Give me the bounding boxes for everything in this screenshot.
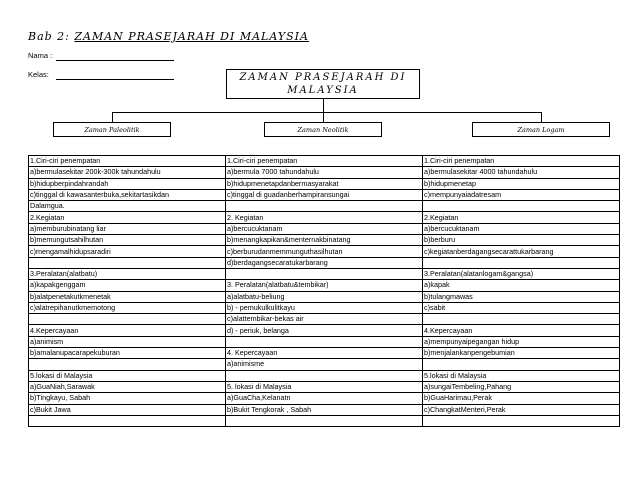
table-cell: b)menjalankanpengebumian (423, 348, 620, 359)
table-row (29, 280, 620, 291)
table-row (29, 415, 620, 426)
table-cell: a)alatbatu-beliung (226, 291, 423, 302)
branch-box-neolitik: Zaman Neolitik (264, 122, 382, 137)
table-row (29, 314, 620, 325)
table-cell: b)hidupmenetap (423, 178, 620, 189)
table-row (29, 156, 620, 167)
table-row (29, 189, 620, 200)
table-cell (423, 314, 620, 325)
table-row (29, 348, 620, 359)
table-row (29, 223, 620, 234)
table-cell (423, 415, 620, 426)
table-cell: a)GuaCha,Kelanatn (226, 393, 423, 404)
table-cell: 2. Kegiatan (226, 212, 423, 223)
table-cell: a)memburubinatang liar (29, 223, 226, 234)
page-heading (28, 30, 309, 43)
table-cell: b)Tingkayu, Sabah (29, 393, 226, 404)
table-row (29, 393, 620, 404)
table-cell: b)alatpenetakutkmenetak (29, 291, 226, 302)
table-cell: Dalamgua. (29, 201, 226, 212)
table-cell: 4. Kepercayaan (226, 348, 423, 359)
connector-main (323, 99, 324, 112)
table-cell (423, 359, 620, 370)
table-row (29, 381, 620, 392)
table-cell: c)berburudanmemmunguthasilhutan (226, 246, 423, 257)
table-cell: 5.lokasi di Malaysia (29, 370, 226, 381)
table-cell: a)kapakgenggam (29, 280, 226, 291)
table-cell: a)sungaiTembeling,Pahang (423, 381, 620, 392)
table-cell (423, 257, 620, 268)
table-cell: c)tinggal di guadanberhampiransungai (226, 189, 423, 200)
table-cell: c)kegiatanberdagangsecarattukarbarang (423, 246, 620, 257)
table-cell (29, 359, 226, 370)
table-row (29, 291, 620, 302)
table-cell: b)Bukit Tengkorak , Sabah (226, 404, 423, 415)
table-cell: c)alatrepihanutkmemotong (29, 302, 226, 313)
table-cell: c)ChangkatMenteri,Perak (423, 404, 620, 415)
connector-left (112, 112, 113, 122)
table-cell: 2.Kegiatan (29, 212, 226, 223)
table-cell (29, 415, 226, 426)
table-cell: 4.Kepercayaan (29, 325, 226, 336)
table-cell: b)hidupberpindahrandah (29, 178, 226, 189)
table-cell: a)bermulasekitar 4000 tahundahulu (423, 167, 620, 178)
table-cell (226, 201, 423, 212)
table-row (29, 268, 620, 279)
table-cell: b)tulangmawas (423, 291, 620, 302)
table-row (29, 336, 620, 347)
heading-prefix: Bab 2: (28, 30, 75, 43)
table-cell: b)menangkapikan&menternakbinatang (226, 235, 423, 246)
table-cell: 5.lokasi di Malaysia (423, 370, 620, 381)
table-cell (423, 201, 620, 212)
comparison-table (28, 155, 620, 427)
table-cell: c)tinggal di kawasanterbuka,sekitartasikdan (29, 189, 226, 200)
table-cell (226, 370, 423, 381)
table-cell (29, 257, 226, 268)
table-row (29, 404, 620, 415)
table-cell (226, 268, 423, 279)
table-cell: 1.Ciri-ciri penempatan (29, 156, 226, 167)
main-topic-box: ZAMAN PRASEJARAH DI MALAYSIA (226, 69, 420, 99)
table-row (29, 178, 620, 189)
table-cell: 3. Peralatan(alatbatu&tembikar) (226, 280, 423, 291)
connector-right (541, 112, 542, 122)
table-cell: 2.Kegiatan (423, 212, 620, 223)
table-cell: c)sabit (423, 302, 620, 313)
table-cell: 1.Ciri-ciri penempatan (226, 156, 423, 167)
table-cell: b)memungutsahilhutan (29, 235, 226, 246)
table-row (29, 359, 620, 370)
connector-center (323, 112, 324, 122)
table-cell: c)mempunyaiadatresam (423, 189, 620, 200)
table-cell: a)kapak (423, 280, 620, 291)
table-row (29, 302, 620, 313)
table-body (29, 156, 620, 427)
table-cell: a)bermula 7000 tahundahulu (226, 167, 423, 178)
table-cell: a)bermulasekitar 200k-300k tahundahulu (29, 167, 226, 178)
nama-field[interactable] (56, 60, 174, 61)
table-cell: c)Bukit Jawa (29, 404, 226, 415)
table-row (29, 201, 620, 212)
table-cell: 3.Peralatan(alatbatu) (29, 268, 226, 279)
table-cell: 3.Peralatan(alatanlogam&gangsa) (423, 268, 620, 279)
kelas-label: Kelas: (28, 70, 49, 79)
table-row (29, 370, 620, 381)
table-row (29, 257, 620, 268)
table-cell: c)mengamalhidupsaradiri (29, 246, 226, 257)
table-cell: b)GuaHarimau,Perak (423, 393, 620, 404)
table-row (29, 167, 620, 178)
table-cell: b)hidupmenetapdanbermasyarakat (226, 178, 423, 189)
table-cell: c)alattembikar-bekas air (226, 314, 423, 325)
table-cell: 4.Kepercayaan (423, 325, 620, 336)
table-cell: a)GuaNiah,Sarawak (29, 381, 226, 392)
table-cell: a)bercucuktanam (423, 223, 620, 234)
table-row (29, 325, 620, 336)
nama-label: Nama : (28, 51, 53, 60)
table-cell: 5. lokasi di Malaysia (226, 381, 423, 392)
table-cell: 1.Ciri-ciri penempatan (423, 156, 620, 167)
table-cell: b)amalanupacarapekuburan (29, 348, 226, 359)
table-row (29, 235, 620, 246)
table-cell (226, 415, 423, 426)
branch-box-paleolitik: Zaman Paleolitik (53, 122, 171, 137)
kelas-field[interactable] (56, 79, 174, 80)
table-cell: a)mempunyaipegangan hidup (423, 336, 620, 347)
table-cell: d)berdagangsecaratukarbarang (226, 257, 423, 268)
branch-box-logam: Zaman Logam (472, 122, 610, 137)
table-cell: d) - periuk, belanga (226, 325, 423, 336)
table-row (29, 212, 620, 223)
connector-horizontal (112, 112, 541, 113)
table-cell: a)animisme (226, 359, 423, 370)
heading-title: ZAMAN PRASEJARAH DI MALAYSIA (74, 30, 309, 43)
table-cell: b) - pemukulkulitkayu (226, 302, 423, 313)
table-cell (29, 314, 226, 325)
table-row (29, 246, 620, 257)
table-cell (226, 336, 423, 347)
table-cell: a)animism (29, 336, 226, 347)
table-cell: a)bercucuktanam (226, 223, 423, 234)
table-cell: b)berburu (423, 235, 620, 246)
